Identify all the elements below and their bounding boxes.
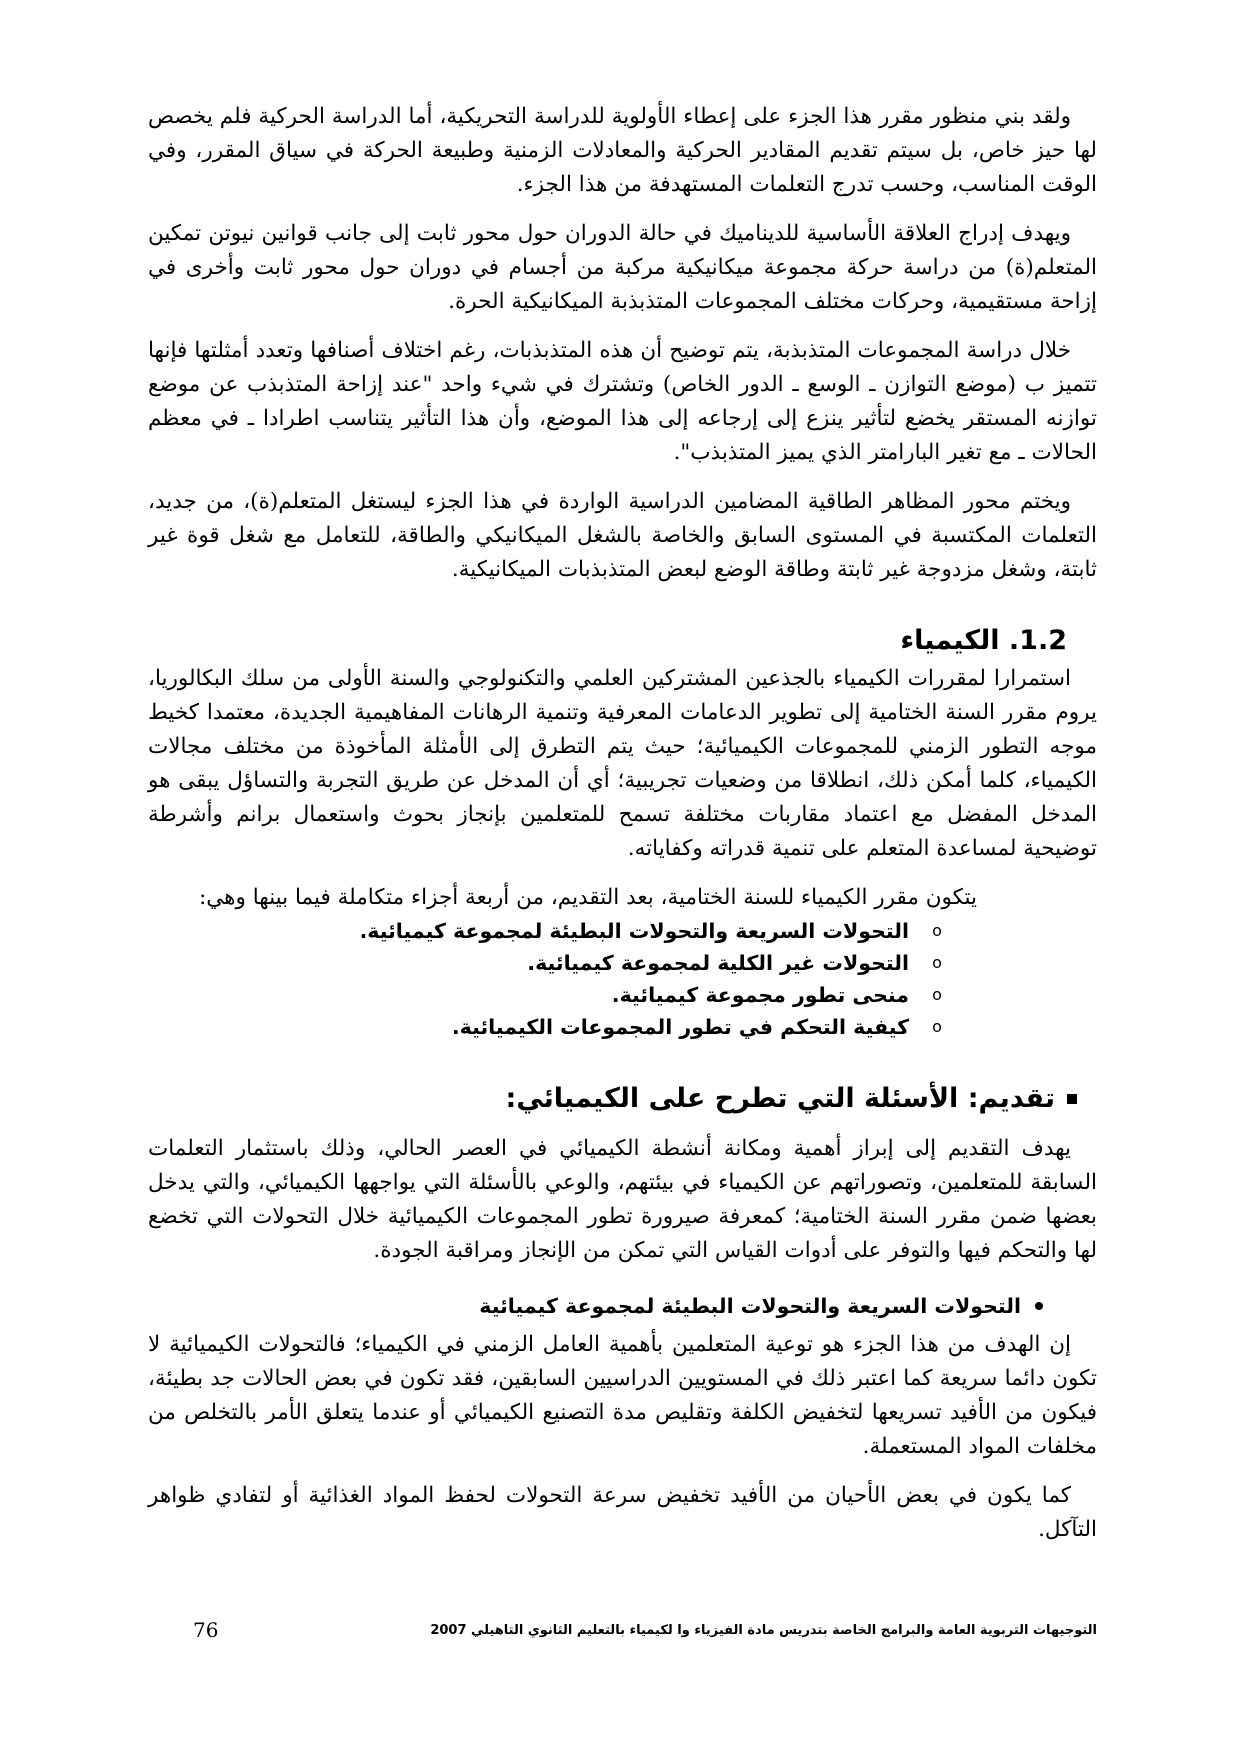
circle-bullet-icon: o bbox=[932, 985, 942, 1004]
paragraph: كما يكون في بعض الأحيان من الأفيد تخفيض سرعة التحولات لحفظ المواد الغذائية أو لتفادي ظواهر التآكل. bbox=[148, 1483, 1097, 1542]
fast-slow-section bbox=[148, 1294, 1097, 1547]
page-footer bbox=[148, 1618, 1097, 1642]
circle-bullet-icon: o bbox=[932, 921, 942, 940]
list-item-label: التحولات غير الكلية لمجموعة كيميائية. bbox=[527, 951, 909, 975]
circle-bullet-icon: o bbox=[932, 953, 942, 972]
square-bullet-icon bbox=[1067, 1094, 1077, 1104]
list-item-label: منحى تطور مجموعة كيميائية. bbox=[611, 983, 909, 1007]
paragraph: ويهدف إدراج العلاقة الأساسية للديناميك في حالة الدوران حول محور ثابت إلى جانب قوانين نيوتن تمكين المتعلم(ة) من دراسة حركة مجموعة ميكانيكية مركبة من أجسام في دوران حول محور ثابت وأخرى في إزاحة مستقيمية، وحركات مختلف المجموعات المتذبذبة الميكانيكية الحرة. bbox=[148, 221, 1097, 314]
paragraph: خلال دراسة المجموعات المتذبذبة، يتم توضيح أن هذه المتذبذبات، رغم اختلاف أصنافها وتعدد أمثلتها فإنها تتميز ب (موضع التوازن ـ الوسع ـ الدور الخاص) وتشترك في شيء واحد "عند إزاحة المتذبذب عن موضع توازنه المستقر يخضع لتأثير ينزع إلى إرجاعه إلى هذا الموضع، وأن هذا التأثير يتناسب اطرادا ـ في معظم الحالات ـ مع تغير البارامتر الذي يميز المتذبذب". bbox=[148, 338, 1097, 465]
introduction-heading-text: تقديم: الأسئلة التي تطرح على الكيميائي: bbox=[505, 1083, 1055, 1114]
circle-bullet-icon: o bbox=[932, 1017, 942, 1036]
list-item bbox=[148, 1011, 947, 1043]
chemistry-heading: 1.2. الكيمياء bbox=[900, 625, 1067, 656]
physics-intro-section bbox=[148, 100, 1097, 587]
parts-intro: يتكون مقرر الكيمياء للسنة الختامية، بعد التقديم، من أربعة أجزاء متكاملة فيما بينها وهي: bbox=[199, 885, 977, 910]
list-item bbox=[148, 915, 947, 947]
paragraph: ويختم محور المظاهر الطاقية المضامين الدراسية الواردة في هذا الجزء ليستغل المتعلم(ة)، من جديد، التعلمات المكتسبة في المستوى السابق والخاصة بالشغل الميكانيكي والطاقة، للتعامل مع شغل قوة غير ثابتة، وشغل مزدوجة غير ثابتة وطاقة الوضع لبعض المتذبذبات الميكانيكية. bbox=[148, 489, 1097, 582]
introduction-section bbox=[148, 1083, 1097, 1268]
list-item-label: التحولات السريعة والتحولات البطيئة لمجموعة كيميائية. bbox=[359, 919, 909, 943]
chemistry-paragraph: استمرارا لمقررات الكيمياء بالجذعين المشتركين العلمي والتكنولوجي والسنة الأولى من سلك البكالوريا، يروم مقرر السنة الختامية إلى تطوير الدعامات المعرفية وتنمية الرهانات المفاهيمية الجديدة، معتمدا كخيط موجه التطور الزمني للمجموعات الكيميائية؛ حيث يتم التطرق إلى الأمثلة المأخوذة من مختلف مجالات الكيمياء، كلما أمكن ذلك، انطلاقا من وضعيات تجريبية؛ أي أن المدخل عن طريق التجربة والتساؤل يبقى هو المدخل المفضل مع اعتماد مقاربات مختلفة تسمح للمتعلمين بإنجاز بحوث واستعمال برانم وأشرطة توضيحية لمساعدة المتعلم على تنمية قدراته وكفاياته. bbox=[148, 666, 1097, 861]
dot-bullet-icon bbox=[1035, 1302, 1043, 1310]
list-item bbox=[148, 979, 947, 1011]
paragraph: ولقد بني منظور مقرر هذا الجزء على إعطاء الأولوية للدراسة التحريكية، أما الدراسة الحركية فلم يخصص لها حيز خاص، بل سيتم تقديم المقادير الحركية والمعادلات الزمنية وطبيعة الحركة في سياق المقرر، وفي الوقت المناسب، وحسب تدرج التعلمات المستهدفة من هذا الجزء. bbox=[148, 104, 1097, 197]
paragraph: إن الهدف من هذا الجزء هو توعية المتعلمين بأهمية العامل الزمني في الكيمياء؛ فالتحولات الكيميائية لا تكون دائما سريعة كما اعتبر ذلك في المستويين الدراسيين السابقين، فقد تكون في بعض الحالات جد بطيئة، فيكون من الأفيد تسريعها لتخفيض الكلفة وتقليص مدة التصنيع الكيميائي أو عندما يتعلق الأمر بالتخلص من مخلفات المواد المستعملة. bbox=[148, 1332, 1097, 1459]
list-item-label: كيفية التحكم في تطور المجموعات الكيميائية. bbox=[451, 1015, 909, 1039]
introduction-heading bbox=[148, 1083, 1097, 1114]
footer-title: التوجيهات التربوية العامة والبرامج الخاصة بتدريس مادة الفيزياء وا لكيمياء بالتعليم الثانوي التاهيلي 2007 bbox=[430, 1622, 1097, 1638]
list-item bbox=[148, 947, 947, 979]
chemistry-section bbox=[148, 625, 1097, 1043]
fast-slow-heading bbox=[148, 1294, 1097, 1318]
parts-list bbox=[148, 915, 1097, 1043]
page-number: 76 bbox=[193, 1618, 219, 1642]
introduction-paragraph: يهدف التقديم إلى إبراز أهمية ومكانة أنشطة الكيميائي في العصر الحالي، وذلك باستثمار التعلمات السابقة للمتعلمين، وتصوراتهم عن الكيمياء في بيئتهم، والوعي بالأسئلة التي يواجهها الكيميائي، والتي يدخل بعضها ضمن مقرر السنة الختامية؛ كمعرفة صيرورة تطور المجموعات الكيميائية خلال التحولات التي تخضع لها والتحكم فيها والتوفر على أدوات القياس التي تمكن من الإنجاز ومراقبة الجودة. bbox=[148, 1136, 1097, 1263]
fast-slow-heading-text: التحولات السريعة والتحولات البطيئة لمجموعة كيميائية bbox=[479, 1294, 1021, 1318]
